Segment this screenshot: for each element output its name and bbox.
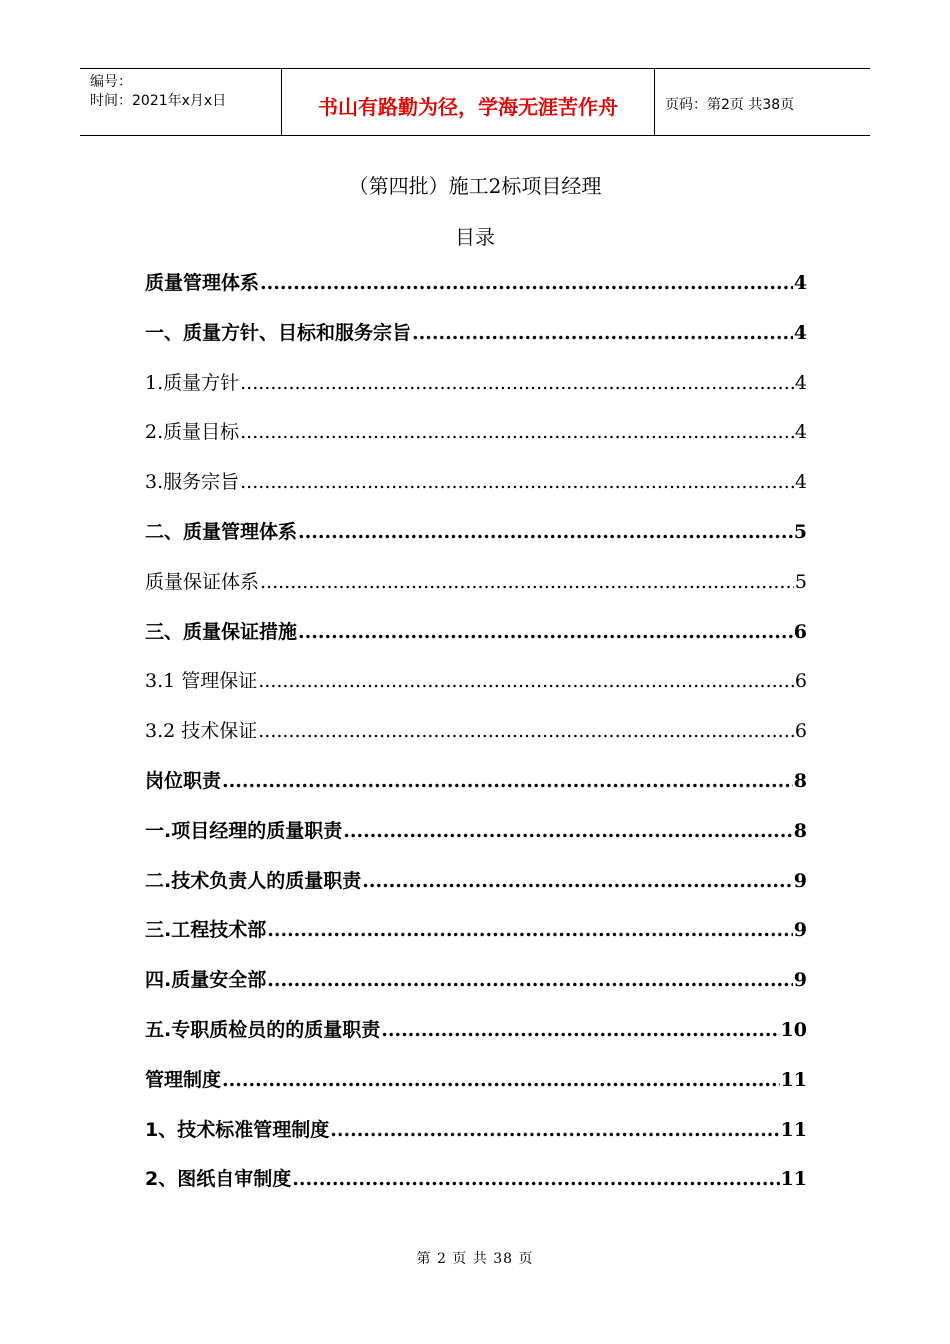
toc-entry[interactable]: [145, 319, 807, 369]
toc-entry-page: 5: [793, 520, 807, 543]
toc-entry-page: 9: [793, 969, 807, 992]
table-of-contents: [145, 269, 807, 1215]
toc-entry[interactable]: [145, 618, 807, 668]
toc-entry[interactable]: [145, 916, 807, 966]
toc-dot-leader: [362, 867, 793, 895]
toc-dot-leader: [240, 418, 794, 446]
toc-entry-page: 11: [780, 1118, 807, 1141]
toc-dot-leader: [412, 319, 793, 347]
toc-entry-page: 9: [793, 919, 807, 942]
toc-dot-leader: [298, 618, 793, 646]
toc-dot-leader: [260, 269, 793, 297]
toc-entry[interactable]: [145, 867, 807, 917]
page-footer: 第 2 页 共 38 页: [416, 1251, 534, 1267]
toc-entry[interactable]: [145, 418, 807, 468]
toc-entry[interactable]: [145, 518, 807, 568]
toc-entry[interactable]: [145, 966, 807, 1016]
toc-entry-page: 4: [794, 421, 807, 444]
toc-entry[interactable]: [145, 817, 807, 867]
toc-entry-page: 9: [793, 869, 807, 892]
toc-dot-leader: [292, 1165, 779, 1193]
toc-entry-page: 4: [793, 272, 807, 294]
toc-entry-title: 岗位职责: [145, 769, 222, 792]
toc-dot-leader: [298, 518, 793, 546]
toc-dot-leader: [258, 717, 794, 745]
toc-entry-title: 质量保证体系: [145, 570, 260, 593]
toc-entry[interactable]: [145, 1066, 807, 1116]
toc-dot-leader: [240, 369, 794, 397]
toc-entry-title: 二、质量管理体系: [145, 520, 298, 543]
toc-entry-title: 1、技术标准管理制度: [145, 1118, 330, 1141]
toc-entry-page: 4: [794, 471, 807, 494]
toc-entry-page: 6: [794, 670, 807, 693]
toc-entry-title: 管理制度: [145, 1068, 222, 1091]
toc-entry-title: 四.质量安全部: [145, 969, 267, 992]
toc-entry[interactable]: [145, 1016, 807, 1066]
toc-entry-page: 5: [794, 570, 807, 593]
toc-entry[interactable]: [145, 269, 807, 319]
toc-entry-page: 6: [793, 620, 807, 643]
toc-entry-title: 3.2 技术保证: [145, 720, 258, 743]
toc-entry-title: 三、质量保证措施: [145, 620, 298, 643]
toc-entry-title: 2、图纸自审制度: [145, 1168, 292, 1191]
toc-entry-page: 6: [794, 720, 807, 743]
toc-entry-page: 11: [780, 1168, 807, 1191]
toc-entry[interactable]: [145, 369, 807, 419]
toc-entry-page: 4: [794, 371, 807, 394]
document-title: （第四批）施工2标项目经理: [348, 174, 602, 198]
header-motto: 书山有路勤为径，学海无涯苦作舟: [282, 69, 655, 135]
toc-dot-leader: [258, 667, 794, 695]
toc-entry-page: 10: [780, 1018, 807, 1041]
toc-entry-title: 质量管理体系: [145, 272, 260, 294]
toc-entry[interactable]: [145, 468, 807, 518]
toc-entry-page: 8: [793, 819, 807, 842]
document-time-label: 时间：2021年x月x日: [90, 93, 227, 109]
toc-dot-leader: [343, 817, 793, 845]
toc-dot-leader: [267, 916, 793, 944]
toc-dot-leader: [240, 468, 794, 496]
toc-entry-title: 一、质量方针、目标和服务宗旨: [145, 321, 412, 344]
toc-dot-leader: [330, 1116, 779, 1144]
page-header: [80, 68, 870, 136]
toc-dot-leader: [381, 1016, 779, 1044]
toc-entry-title: 3.服务宗旨: [145, 471, 240, 494]
toc-entry-title: 3.1 管理保证: [145, 670, 258, 693]
toc-entry[interactable]: [145, 568, 807, 618]
toc-entry-title: 一.项目经理的质量职责: [145, 819, 343, 842]
toc-entry-page: 4: [793, 321, 807, 344]
toc-entry-page: 11: [780, 1068, 807, 1091]
toc-entry-page: 8: [793, 769, 807, 792]
toc-dot-leader: [222, 1066, 780, 1094]
toc-entry[interactable]: [145, 1165, 807, 1215]
toc-entry[interactable]: [145, 1116, 807, 1166]
toc-entry[interactable]: [145, 667, 807, 717]
toc-entry-title: 三.工程技术部: [145, 919, 267, 942]
header-page-info: 页码：第2页 共38页: [665, 97, 795, 113]
document-number-label: 编号：: [90, 74, 132, 90]
toc-entry[interactable]: [145, 717, 807, 767]
header-meta: [80, 69, 282, 135]
toc-entry-title: 1.质量方针: [145, 371, 240, 394]
toc-dot-leader: [267, 966, 793, 994]
toc-entry-title: 2.质量目标: [145, 421, 240, 444]
toc-entry-title: 五.专职质检员的的质量职责: [145, 1018, 381, 1041]
toc-entry-title: 二.技术负责人的质量职责: [145, 869, 362, 892]
toc-entry[interactable]: [145, 767, 807, 817]
toc-dot-leader: [260, 568, 794, 596]
toc-dot-leader: [222, 767, 793, 795]
toc-heading: 目录: [455, 225, 495, 249]
